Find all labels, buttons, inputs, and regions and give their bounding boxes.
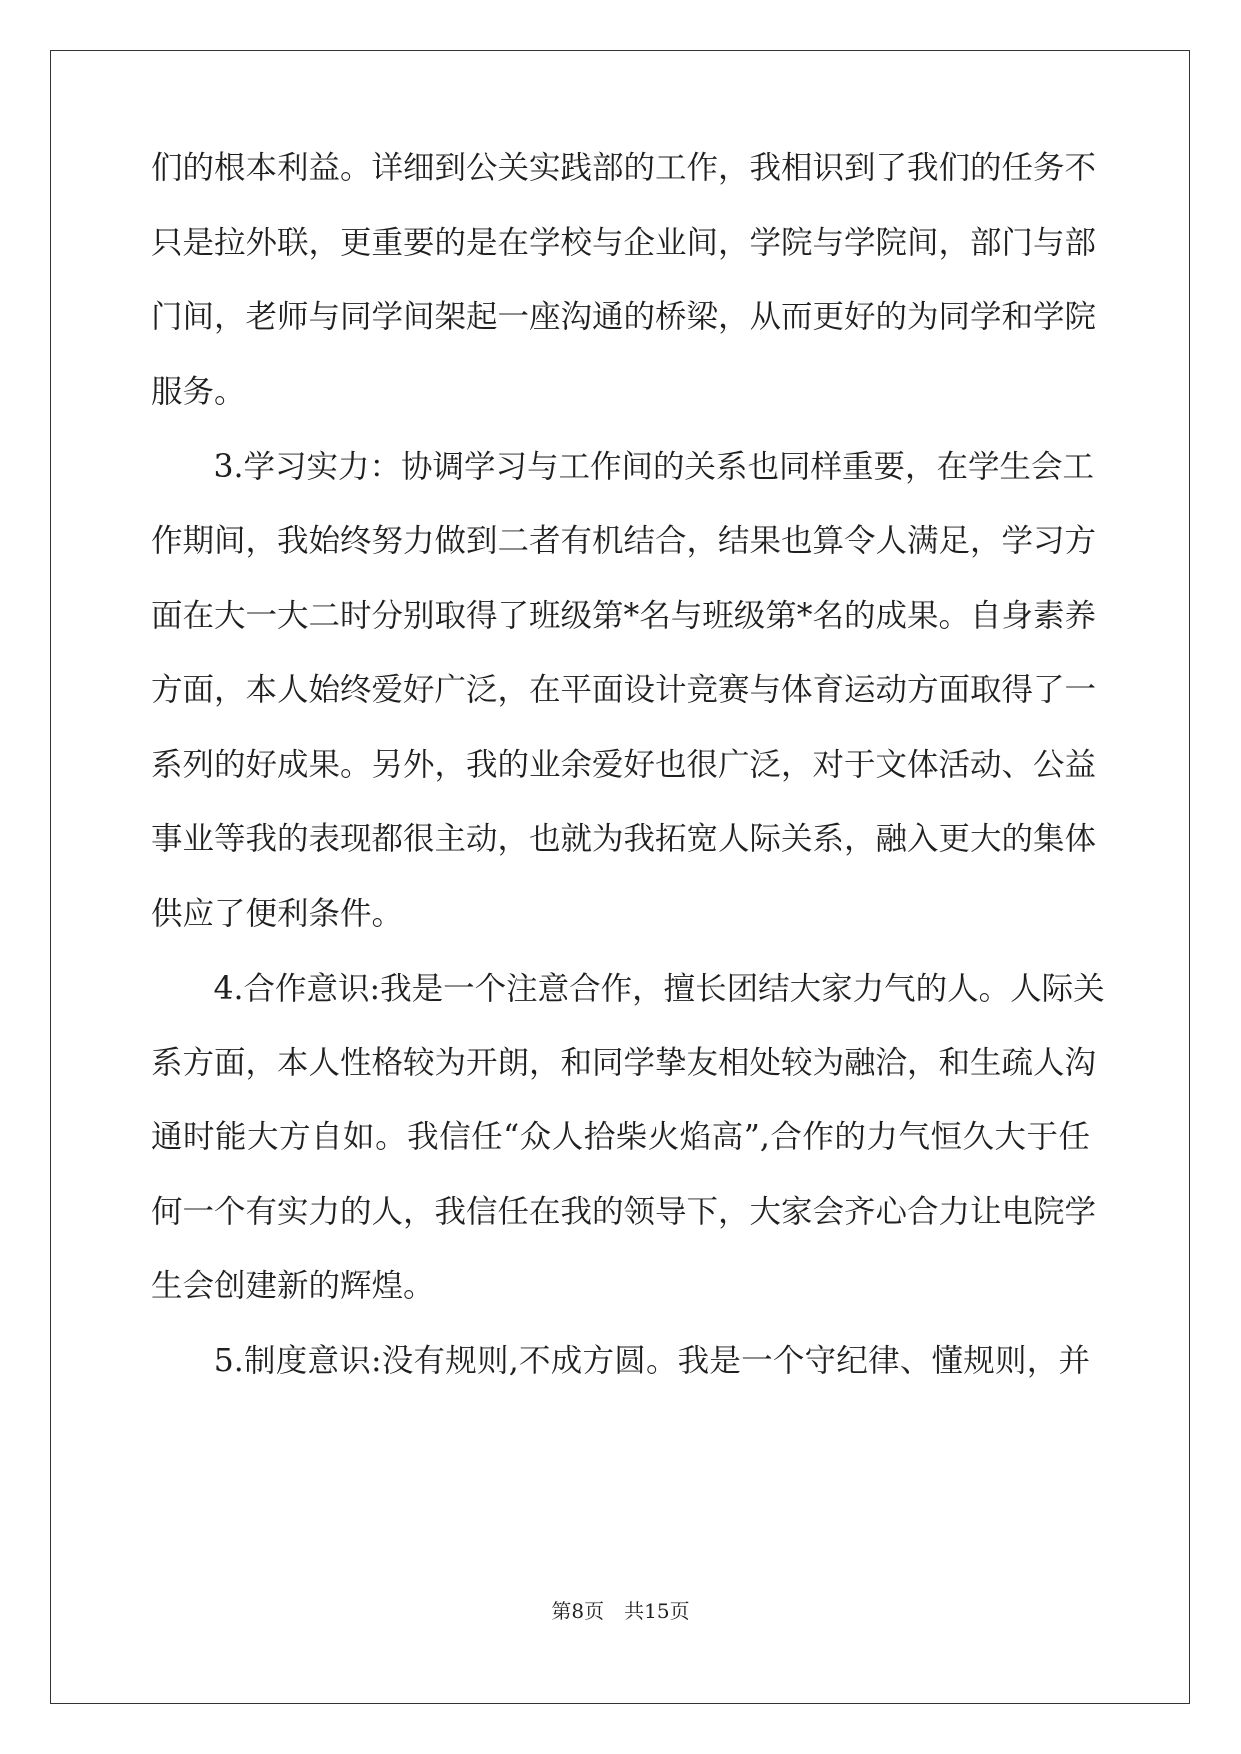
- text-line: 5.制度意识:没有规则,不成方圆。我是一个守纪律、懂规则，并: [182, 1343, 1090, 1379]
- text-line: 事业等我的表现都很主动，也就为我拓宽人际关系，融入更大的集体: [151, 821, 1097, 857]
- text-line: 服务。: [151, 374, 246, 410]
- text-line: 只是拉外联，更重要的是在学校与企业间，学院与学院间，部门与部: [151, 225, 1097, 261]
- text-line: 系方面，本人性格较为开朗，和同学挚友相处较为融洽，和生疏人沟: [151, 1045, 1097, 1081]
- page-number-footer: 第8页 共15页: [551, 1599, 690, 1623]
- text-line: 何一个有实力的人，我信任在我的领导下，大家会齐心合力让电院学: [151, 1194, 1097, 1230]
- text-line: 通时能大方自如。我信任“众人拾柴火焰高”,合作的力气恒久大于任: [151, 1119, 1090, 1155]
- text-line: 作期间，我始终努力做到二者有机结合，结果也算令人满足，学习方: [151, 523, 1097, 559]
- text-line: 面在大一大二时分别取得了班级第*名与班级第*名的成果。自身素养: [151, 598, 1097, 634]
- text-line: 生会创建新的辉煌。: [151, 1268, 435, 1304]
- text-line: 门间，老师与同学间架起一座沟通的桥梁，从而更好的为同学和学院: [151, 299, 1097, 335]
- text-line: 系列的好成果。另外，我的业余爱好也很广泛，对于文体活动、公益: [151, 747, 1097, 783]
- text-line: 3.学习实力：协调学习与工作间的关系也同样重要，在学生会工: [182, 449, 1095, 485]
- text-line: 方面，本人始终爱好广泛，在平面设计竞赛与体育运动方面取得了一: [151, 672, 1097, 708]
- text-line: 供应了便利条件。: [151, 896, 404, 932]
- text-line: 4.合作意识:我是一个注意合作，擅长团结大家力气的人。人际关: [182, 971, 1105, 1007]
- text-line: 们的根本利益。详细到公关实践部的工作，我相识到了我们的任务不: [151, 150, 1097, 186]
